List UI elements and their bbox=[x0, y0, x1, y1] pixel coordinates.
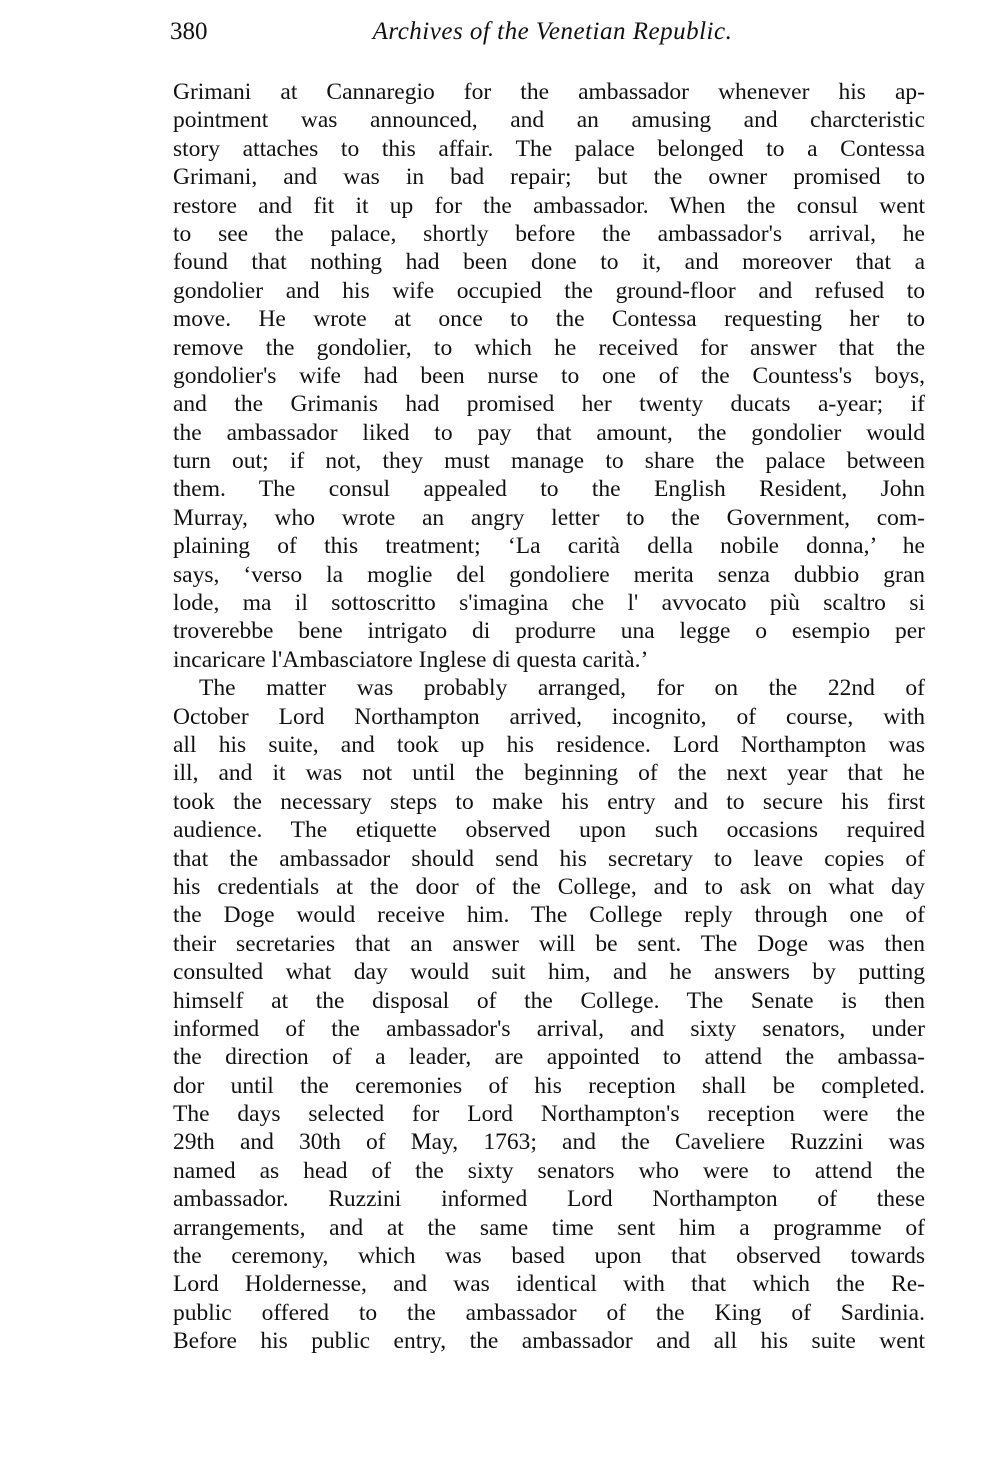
running-title: Archives of the Venetian Republic. bbox=[372, 18, 733, 45]
text-line: them. The consul appealed to the English Resident, John bbox=[173, 476, 925, 503]
text-line: named as head of the sixty senators who were to attend the bbox=[173, 1157, 925, 1184]
text-line: took the necessary steps to make his entry and to secure his first bbox=[173, 788, 925, 815]
text-line: gondolier's wife had been nurse to one of the Countess's boys, bbox=[173, 362, 925, 389]
text-line: 29th and 30th of May, 1763; and the Caveliere Ruzzini was bbox=[173, 1129, 925, 1156]
text-line: the ceremony, which was based upon that observed towards bbox=[173, 1243, 925, 1270]
text-line: informed of the ambassador's arrival, and sixty senators, under bbox=[173, 1015, 925, 1042]
text-line: ambassador. Ruzzini informed Lord Northampton of these bbox=[173, 1186, 925, 1213]
text-line: troverebbe bene intrigato di produrre una legge o esempio per bbox=[173, 618, 925, 645]
text-line: the ambassador liked to pay that amount, the gondolier would bbox=[173, 419, 925, 446]
text-line: the direction of a leader, are appointed to attend the ambassa- bbox=[173, 1044, 925, 1071]
text-line: the Doge would receive him. The College reply through one of bbox=[173, 902, 925, 929]
page-number: 380 bbox=[170, 18, 208, 45]
text-line: lode, ma il sottoscritto s'imagina che l' avvocato più scaltro si bbox=[173, 590, 925, 617]
text-line: ill, and it was not until the beginning of the next year that he bbox=[173, 760, 925, 787]
text-line: story attaches to this affair. The palace belonged to a Contessa bbox=[173, 135, 925, 162]
body-text bbox=[173, 78, 925, 1356]
text-line: Lord Holdernesse, and was identical with that which the Re- bbox=[173, 1271, 925, 1298]
text-line: incaricare l'Ambasciatore Inglese di questa carità.’ bbox=[173, 646, 649, 673]
text-line: remove the gondolier, to which he received for answer that the bbox=[173, 334, 925, 361]
text-line: says, ‘verso la moglie del gondoliere merita senza dubbio gran bbox=[173, 561, 925, 588]
text-line: turn out; if not, they must manage to share the palace between bbox=[173, 448, 925, 475]
text-line: pointment was announced, and an amusing and charcteristic bbox=[173, 107, 925, 134]
text-line: that the ambassador should send his secretary to leave copies of bbox=[173, 845, 925, 872]
text-line: Grimani, and was in bad repair; but the owner promised to bbox=[173, 164, 925, 191]
text-line: all his suite, and took up his residence. Lord Northampton was bbox=[173, 731, 925, 758]
running-header bbox=[170, 18, 925, 52]
text-line: to see the palace, shortly before the ambassador's arrival, he bbox=[173, 220, 925, 247]
text-line: The days selected for Lord Northampton's reception were the bbox=[173, 1101, 925, 1128]
text-line: their secretaries that an answer will be sent. The Doge was then bbox=[173, 930, 925, 957]
text-line: himself at the disposal of the College. The Senate is then bbox=[173, 987, 925, 1014]
text-line: Before his public entry, the ambassador and all his suite went bbox=[173, 1328, 925, 1355]
text-line: found that nothing had been done to it, and moreover that a bbox=[173, 249, 925, 276]
text-line: restore and fit it up for the ambassador. When the consul went bbox=[173, 192, 925, 219]
text-line: public offered to the ambassador of the King of Sardinia. bbox=[173, 1299, 925, 1326]
text-line: October Lord Northampton arrived, incognito, of course, with bbox=[173, 703, 925, 730]
text-line: move. He wrote at once to the Contessa requesting her to bbox=[173, 306, 925, 333]
text-line: gondolier and his wife occupied the ground-floor and refused to bbox=[173, 277, 925, 304]
text-line: Grimani at Cannaregio for the ambassador whenever his ap- bbox=[173, 79, 925, 105]
text-line: dor until the ceremonies of his reception shall be completed. bbox=[173, 1072, 925, 1099]
text-line: arrangements, and at the same time sent him a programme of bbox=[173, 1214, 925, 1241]
text-line: his credentials at the door of the College, and to ask on what day bbox=[173, 873, 925, 900]
text-line: plaining of this treatment; ‘La carità della nobile donna,’ he bbox=[173, 533, 925, 560]
text-line: and the Grimanis had promised her twenty ducats a-year; if bbox=[173, 391, 925, 418]
text-line: consulted what day would suit him, and he answers by putting bbox=[173, 959, 925, 986]
text-line: The matter was probably arranged, for on the 22nd of bbox=[199, 675, 925, 702]
text-line: audience. The etiquette observed upon such occasions required bbox=[173, 817, 925, 844]
text-line: Murray, who wrote an angry letter to the Government, com- bbox=[173, 504, 925, 531]
